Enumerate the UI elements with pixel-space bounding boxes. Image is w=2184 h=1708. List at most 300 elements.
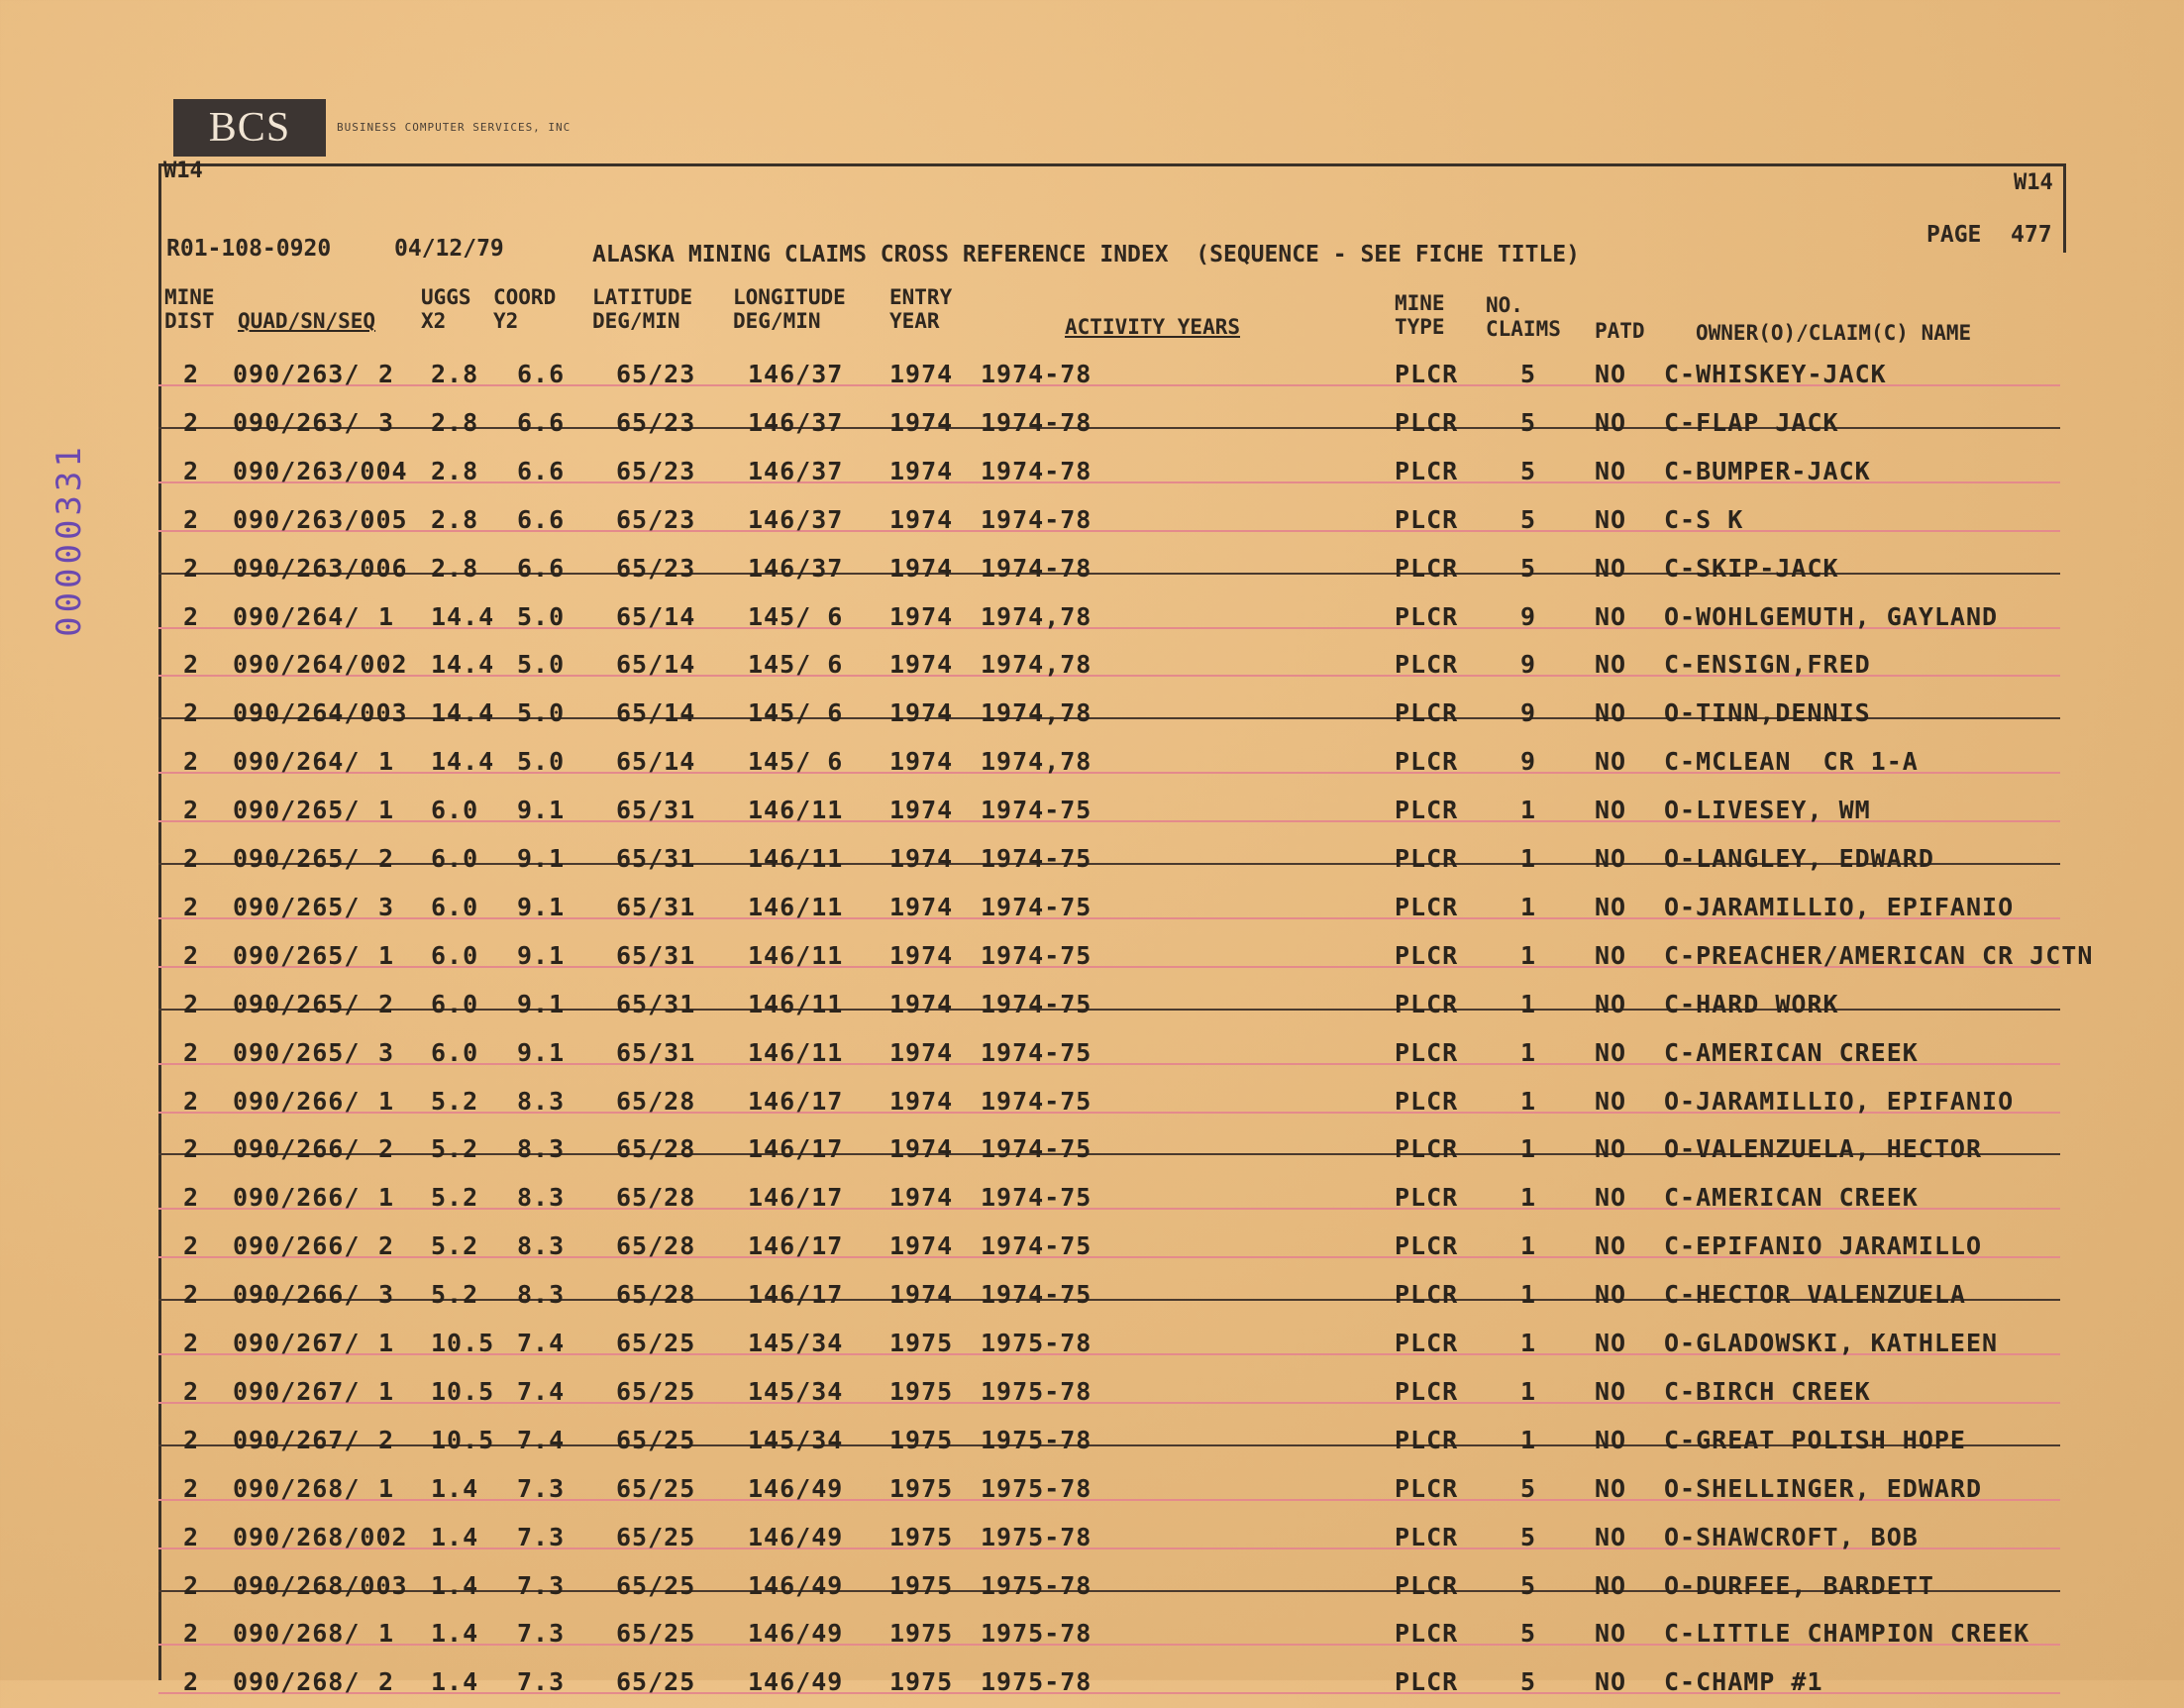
cell-mine-dist: 2 (183, 1425, 200, 1454)
cell-latitude: 65/25 (616, 1667, 696, 1697)
cell-owner-claim-name: O-VALENZUELA, HECTOR (1664, 1134, 1983, 1164)
cell-activity-years: 1975-78 (981, 1425, 1092, 1454)
cell-mine-dist: 2 (183, 1183, 200, 1213)
cell-mine-type: PLCR (1395, 1425, 1459, 1454)
table-row (158, 642, 2060, 691)
cell-mine-type: PLCR (1395, 1037, 1459, 1067)
cell-activity-years: 1974,78 (981, 601, 1092, 631)
cell-longitude: 145/ 6 (748, 650, 844, 680)
cell-longitude: 146/49 (748, 1619, 844, 1649)
cell-x-coord: 5.2 (431, 1134, 479, 1164)
cell-mine-type: PLCR (1395, 1231, 1459, 1261)
cell-owner-claim-name: O-TINN,DENNIS (1664, 698, 1871, 728)
cell-mine-dist: 2 (183, 1522, 200, 1551)
table-row (158, 1418, 2060, 1466)
cell-y-coord: 8.3 (517, 1134, 566, 1164)
cell-owner-claim-name: O-LANGLEY, EDWARD (1664, 844, 1934, 873)
table-row (158, 1175, 2060, 1224)
cell-x-coord: 6.0 (431, 796, 479, 825)
header-mine-dist (164, 285, 215, 333)
cell-mine-type: PLCR (1395, 1280, 1459, 1310)
cell-mine-type: PLCR (1395, 989, 1459, 1018)
header-line: Y2 (493, 309, 519, 333)
cell-longitude: 146/17 (748, 1086, 844, 1116)
cell-y-coord: 9.1 (517, 796, 566, 825)
header-longitude (733, 285, 846, 333)
cell-x-coord: 10.5 (431, 1329, 495, 1357)
cell-x-coord: 1.4 (431, 1473, 479, 1503)
cell-mine-dist: 2 (183, 1086, 200, 1116)
cell-entry-year: 1974 (889, 940, 954, 970)
cell-entry-year: 1974 (889, 1280, 954, 1310)
cell-seq: 1 (378, 1376, 395, 1406)
cell-activity-years: 1975-78 (981, 1329, 1092, 1357)
cell-mine-type: PLCR (1395, 747, 1459, 777)
cell-activity-years: 1975-78 (981, 1619, 1092, 1649)
cell-owner-claim-name: C-FLAP JACK (1664, 407, 1839, 437)
cell-y-coord: 8.3 (517, 1231, 566, 1261)
header-line: COORD (493, 285, 557, 309)
cell-longitude: 146/17 (748, 1280, 844, 1310)
cell-mine-dist: 2 (183, 698, 200, 728)
header-quad: QUAD/SN/SEQ (238, 309, 376, 333)
cell-y-coord: 7.4 (517, 1425, 566, 1454)
cell-seq: 2 (378, 989, 395, 1018)
cell-seq: 1 (378, 747, 395, 777)
header-y (493, 285, 556, 333)
cell-entry-year: 1975 (889, 1619, 954, 1649)
cell-longitude: 145/34 (748, 1425, 844, 1454)
table-row (158, 691, 2060, 739)
cell-activity-years: 1974-78 (981, 407, 1092, 437)
cell-mine-type: PLCR (1395, 407, 1459, 437)
cell-mine-dist: 2 (183, 456, 200, 485)
cell-quad: 090/263/005 (233, 504, 408, 534)
cell-entry-year: 1975 (889, 1376, 954, 1406)
cell-longitude: 146/37 (748, 504, 844, 534)
cell-quad: 090/268/002 (233, 1522, 408, 1551)
cell-mine-type: PLCR (1395, 553, 1459, 583)
cell-owner-claim-name: O-LIVESEY, WM (1664, 796, 1871, 825)
cell-activity-years: 1974-75 (981, 1086, 1092, 1116)
cell-mine-type: PLCR (1395, 698, 1459, 728)
cell-patd: NO (1595, 360, 1627, 388)
cell-owner-claim-name: C-LITTLE CHAMPION CREEK (1664, 1619, 2030, 1649)
cell-y-coord: 6.6 (517, 456, 566, 485)
cell-patd: NO (1595, 1183, 1627, 1213)
cell-claims: 9 (1520, 650, 1537, 680)
cell-patd: NO (1595, 989, 1627, 1018)
cell-entry-year: 1975 (889, 1425, 954, 1454)
cell-x-coord: 6.0 (431, 989, 479, 1018)
cell-x-coord: 10.5 (431, 1425, 495, 1454)
cell-mine-dist: 2 (183, 407, 200, 437)
cell-longitude: 146/11 (748, 940, 844, 970)
cell-quad: 090/267/ (233, 1425, 361, 1454)
cell-owner-claim-name: C-MCLEAN CR 1-A (1664, 747, 1919, 777)
table-row (158, 1515, 2060, 1563)
cell-owner-claim-name: C-HARD WORK (1664, 989, 1839, 1018)
cell-mine-dist: 2 (183, 892, 200, 921)
cell-entry-year: 1974 (889, 1231, 954, 1261)
table-row (158, 1030, 2060, 1079)
cell-longitude: 146/17 (748, 1134, 844, 1164)
cell-seq: 1 (378, 1619, 395, 1649)
cell-owner-claim-name: O-GLADOWSKI, KATHLEEN (1664, 1329, 1999, 1357)
cell-latitude: 65/28 (616, 1183, 696, 1213)
cell-x-coord: 14.4 (431, 747, 495, 777)
cell-mine-dist: 2 (183, 1329, 200, 1357)
cell-quad: 090/268/ (233, 1473, 361, 1503)
cell-latitude: 65/28 (616, 1086, 696, 1116)
cell-y-coord: 9.1 (517, 940, 566, 970)
cell-patd: NO (1595, 407, 1627, 437)
cell-activity-years: 1975-78 (981, 1376, 1092, 1406)
cell-claims: 9 (1520, 747, 1537, 777)
cell-y-coord: 5.0 (517, 698, 566, 728)
cell-patd: NO (1595, 650, 1627, 680)
cell-patd: NO (1595, 698, 1627, 728)
cell-owner-claim-name: C-ENSIGN,FRED (1664, 650, 1871, 680)
report-title: ALASKA MINING CLAIMS CROSS REFERENCE INDEX (SEQUENCE - SEE FICHE TITLE) (592, 242, 1580, 267)
header-line: CLAIMS (1486, 317, 1561, 341)
cell-entry-year: 1974 (889, 650, 954, 680)
cell-claims: 1 (1520, 796, 1537, 825)
cell-longitude: 146/37 (748, 456, 844, 485)
cell-claims: 5 (1520, 360, 1537, 388)
cell-y-coord: 5.0 (517, 747, 566, 777)
cell-mine-dist: 2 (183, 1134, 200, 1164)
cell-entry-year: 1974 (889, 1183, 954, 1213)
cell-owner-claim-name: C-HECTOR VALENZUELA (1664, 1280, 1966, 1310)
printout-frame-right (2063, 163, 2066, 253)
cell-mine-type: PLCR (1395, 1086, 1459, 1116)
cell-y-coord: 7.4 (517, 1376, 566, 1406)
header-line: DEG/MIN (733, 309, 821, 333)
header-line: NO. (1486, 293, 1523, 317)
cell-owner-claim-name: C-AMERICAN CREEK (1664, 1183, 1919, 1213)
cell-patd: NO (1595, 796, 1627, 825)
cell-owner-claim-name: C-EPIFANIO JARAMILLO (1664, 1231, 1983, 1261)
header-claims (1486, 293, 1561, 341)
header-latitude (592, 285, 692, 333)
header-line: MINE (164, 285, 215, 309)
cell-quad: 090/263/ (233, 360, 361, 388)
cell-entry-year: 1974 (889, 747, 954, 777)
cell-mine-type: PLCR (1395, 1134, 1459, 1164)
cell-latitude: 65/25 (616, 1425, 696, 1454)
cell-seq: 1 (378, 1473, 395, 1503)
cell-claims: 5 (1520, 456, 1537, 485)
table-row (158, 1079, 2060, 1127)
cell-longitude: 146/11 (748, 892, 844, 921)
cell-longitude: 146/49 (748, 1473, 844, 1503)
cell-y-coord: 6.6 (517, 407, 566, 437)
cell-quad: 090/264/002 (233, 650, 408, 680)
cell-owner-claim-name: C-S K (1664, 504, 1744, 534)
cell-longitude: 146/17 (748, 1231, 844, 1261)
cell-latitude: 65/25 (616, 1329, 696, 1357)
table-row (158, 1466, 2060, 1515)
cell-owner-claim-name: O-DURFEE, BARDETT (1664, 1570, 1934, 1600)
header-x (421, 285, 471, 333)
cell-y-coord: 9.1 (517, 892, 566, 921)
cell-owner-claim-name: C-AMERICAN CREEK (1664, 1037, 1919, 1067)
cell-entry-year: 1974 (889, 698, 954, 728)
cell-claims: 1 (1520, 1183, 1537, 1213)
cell-patd: NO (1595, 456, 1627, 485)
cell-quad: 090/267/ (233, 1329, 361, 1357)
table-row (158, 1611, 2060, 1659)
cell-longitude: 146/49 (748, 1667, 844, 1697)
header-owner-claim: OWNER(O)/CLAIM(C) NAME (1696, 321, 1972, 345)
cell-quad: 090/265/ (233, 796, 361, 825)
cell-y-coord: 8.3 (517, 1086, 566, 1116)
cell-x-coord: 2.8 (431, 360, 479, 388)
cell-mine-dist: 2 (183, 553, 200, 583)
table-row (158, 1272, 2060, 1321)
cell-seq: 1 (378, 940, 395, 970)
cell-claims: 1 (1520, 1086, 1537, 1116)
cell-latitude: 65/25 (616, 1473, 696, 1503)
cell-x-coord: 5.2 (431, 1231, 479, 1261)
cell-x-coord: 5.2 (431, 1086, 479, 1116)
cell-longitude: 145/34 (748, 1329, 844, 1357)
header-activity-years: ACTIVITY YEARS (1065, 315, 1241, 339)
cell-entry-year: 1974 (889, 601, 954, 631)
cell-x-coord: 6.0 (431, 1037, 479, 1067)
table-row (158, 885, 2060, 933)
cell-activity-years: 1975-78 (981, 1667, 1092, 1697)
cell-entry-year: 1974 (889, 844, 954, 873)
cell-claims: 5 (1520, 553, 1537, 583)
table-row (158, 1321, 2060, 1369)
cell-quad: 090/266/ (233, 1183, 361, 1213)
cell-owner-claim-name: O-JARAMILLIO, EPIFANIO (1664, 1086, 2015, 1116)
cell-longitude: 146/11 (748, 844, 844, 873)
cell-x-coord: 10.5 (431, 1376, 495, 1406)
cell-y-coord: 6.6 (517, 360, 566, 388)
cell-longitude: 145/34 (748, 1376, 844, 1406)
cell-claims: 1 (1520, 1231, 1537, 1261)
cell-mine-dist: 2 (183, 1570, 200, 1600)
cell-patd: NO (1595, 1134, 1627, 1164)
cell-activity-years: 1974-78 (981, 504, 1092, 534)
table-row (158, 1126, 2060, 1175)
cell-seq: 1 (378, 1329, 395, 1357)
cell-seq: 2 (378, 360, 395, 388)
cell-quad: 090/268/003 (233, 1570, 408, 1600)
cell-owner-claim-name: C-GREAT POLISH HOPE (1664, 1425, 1966, 1454)
cell-owner-claim-name: C-BIRCH CREEK (1664, 1376, 1871, 1406)
cell-activity-years: 1974-75 (981, 1280, 1092, 1310)
cell-x-coord: 14.4 (431, 601, 495, 631)
cell-patd: NO (1595, 1376, 1627, 1406)
cell-mine-dist: 2 (183, 1376, 200, 1406)
cell-activity-years: 1974-75 (981, 844, 1092, 873)
cell-x-coord: 1.4 (431, 1522, 479, 1551)
cell-latitude: 65/28 (616, 1231, 696, 1261)
cell-activity-years: 1974-78 (981, 360, 1092, 388)
cell-patd: NO (1595, 1280, 1627, 1310)
cell-entry-year: 1974 (889, 1086, 954, 1116)
cell-claims: 5 (1520, 407, 1537, 437)
cell-patd: NO (1595, 1667, 1627, 1697)
cell-x-coord: 6.0 (431, 844, 479, 873)
cell-x-coord: 1.4 (431, 1619, 479, 1649)
cell-longitude: 146/11 (748, 796, 844, 825)
cell-longitude: 146/11 (748, 1037, 844, 1067)
cell-mine-dist: 2 (183, 747, 200, 777)
cell-patd: NO (1595, 504, 1627, 534)
cell-owner-claim-name: C-BUMPER-JACK (1664, 456, 1871, 485)
cell-activity-years: 1975-78 (981, 1570, 1092, 1600)
cell-patd: NO (1595, 1425, 1627, 1454)
cell-latitude: 65/25 (616, 1376, 696, 1406)
cell-patd: NO (1595, 844, 1627, 873)
report-date: 04/12/79 (394, 236, 504, 262)
cell-claims: 1 (1520, 1329, 1537, 1357)
cell-seq: 1 (378, 1183, 395, 1213)
cell-seq: 1 (378, 601, 395, 631)
cell-quad: 090/263/ (233, 407, 361, 437)
cell-entry-year: 1974 (889, 407, 954, 437)
cell-entry-year: 1975 (889, 1329, 954, 1357)
cell-mine-type: PLCR (1395, 601, 1459, 631)
margin-mark-left: W14 (163, 159, 203, 183)
cell-mine-dist: 2 (183, 650, 200, 680)
cell-activity-years: 1974,78 (981, 698, 1092, 728)
cell-mine-dist: 2 (183, 989, 200, 1018)
cell-x-coord: 2.8 (431, 456, 479, 485)
cell-activity-years: 1974-75 (981, 1231, 1092, 1261)
cell-claims: 1 (1520, 989, 1537, 1018)
cell-claims: 1 (1520, 1037, 1537, 1067)
cell-latitude: 65/23 (616, 504, 696, 534)
margin-mark-right: W14 (2014, 170, 2053, 195)
report-id: R01-108-0920 (166, 236, 332, 262)
table-row (158, 1563, 2060, 1612)
cell-owner-claim-name: C-PREACHER/AMERICAN CR JCTN (1664, 940, 2094, 970)
cell-mine-dist: 2 (183, 504, 200, 534)
cell-seq: 2 (378, 1425, 395, 1454)
cell-entry-year: 1974 (889, 1134, 954, 1164)
cell-quad: 090/264/ (233, 601, 361, 631)
cell-claims: 5 (1520, 1570, 1537, 1600)
bcs-logo: BCS (173, 99, 326, 157)
printout-frame-top (158, 163, 2065, 166)
cell-mine-type: PLCR (1395, 1619, 1459, 1649)
cell-y-coord: 7.3 (517, 1619, 566, 1649)
cell-claims: 1 (1520, 844, 1537, 873)
cell-seq: 3 (378, 1280, 395, 1310)
table-row (158, 449, 2060, 497)
table-row (158, 352, 2060, 400)
cell-y-coord: 7.3 (517, 1522, 566, 1551)
cell-x-coord: 2.8 (431, 504, 479, 534)
cell-quad: 090/266/ (233, 1086, 361, 1116)
cell-quad: 090/267/ (233, 1376, 361, 1406)
table-row (158, 546, 2060, 594)
cell-entry-year: 1975 (889, 1473, 954, 1503)
cell-latitude: 65/31 (616, 989, 696, 1018)
cell-activity-years: 1974-75 (981, 1183, 1092, 1213)
cell-y-coord: 8.3 (517, 1280, 566, 1310)
table-row (158, 1224, 2060, 1272)
cell-y-coord: 5.0 (517, 650, 566, 680)
cell-quad: 090/268/ (233, 1619, 361, 1649)
cell-owner-claim-name: C-CHAMP #1 (1664, 1667, 1823, 1697)
cell-claims: 1 (1520, 892, 1537, 921)
cell-owner-claim-name: O-WOHLGEMUTH, GAYLAND (1664, 601, 1999, 631)
cell-mine-dist: 2 (183, 360, 200, 388)
cell-latitude: 65/31 (616, 940, 696, 970)
cell-seq: 2 (378, 844, 395, 873)
cell-quad: 090/265/ (233, 1037, 361, 1067)
table-row (158, 1369, 2060, 1418)
cell-mine-dist: 2 (183, 1667, 200, 1697)
cell-seq: 2 (378, 1134, 395, 1164)
cell-mine-type: PLCR (1395, 504, 1459, 534)
cell-entry-year: 1975 (889, 1667, 954, 1697)
cell-y-coord: 7.3 (517, 1473, 566, 1503)
cell-patd: NO (1595, 1473, 1627, 1503)
cell-patd: NO (1595, 553, 1627, 583)
cell-mine-dist: 2 (183, 601, 200, 631)
cell-activity-years: 1974-75 (981, 1134, 1092, 1164)
cell-claims: 1 (1520, 1134, 1537, 1164)
header-entry-year (889, 285, 952, 333)
cell-latitude: 65/28 (616, 1134, 696, 1164)
sequence-stamp (50, 441, 89, 639)
cell-claims: 1 (1520, 1376, 1537, 1406)
cell-latitude: 65/31 (616, 796, 696, 825)
cell-latitude: 65/25 (616, 1522, 696, 1551)
table-row (158, 836, 2060, 885)
cell-longitude: 145/ 6 (748, 601, 844, 631)
cell-mine-dist: 2 (183, 844, 200, 873)
cell-quad: 090/266/ (233, 1134, 361, 1164)
cell-quad: 090/265/ (233, 940, 361, 970)
cell-latitude: 65/14 (616, 601, 696, 631)
cell-mine-type: PLCR (1395, 456, 1459, 485)
cell-entry-year: 1974 (889, 796, 954, 825)
cell-seq: 3 (378, 1037, 395, 1067)
cell-quad: 090/263/006 (233, 553, 408, 583)
cell-y-coord: 9.1 (517, 844, 566, 873)
cell-y-coord: 7.3 (517, 1570, 566, 1600)
cell-y-coord: 7.3 (517, 1667, 566, 1697)
cell-longitude: 146/37 (748, 360, 844, 388)
cell-mine-type: PLCR (1395, 1667, 1459, 1697)
cell-owner-claim-name: C-SKIP-JACK (1664, 553, 1839, 583)
cell-mine-dist: 2 (183, 1619, 200, 1649)
cell-latitude: 65/14 (616, 698, 696, 728)
cell-patd: NO (1595, 601, 1627, 631)
cell-patd: NO (1595, 1522, 1627, 1551)
cell-owner-claim-name: O-JARAMILLIO, EPIFANIO (1664, 892, 2015, 921)
cell-longitude: 146/37 (748, 407, 844, 437)
cell-x-coord: 2.8 (431, 407, 479, 437)
cell-entry-year: 1974 (889, 989, 954, 1018)
cell-x-coord: 1.4 (431, 1570, 479, 1600)
cell-patd: NO (1595, 1619, 1627, 1649)
cell-y-coord: 6.6 (517, 553, 566, 583)
cell-longitude: 146/17 (748, 1183, 844, 1213)
cell-mine-type: PLCR (1395, 940, 1459, 970)
table-row (158, 594, 2060, 643)
cell-mine-dist: 2 (183, 796, 200, 825)
